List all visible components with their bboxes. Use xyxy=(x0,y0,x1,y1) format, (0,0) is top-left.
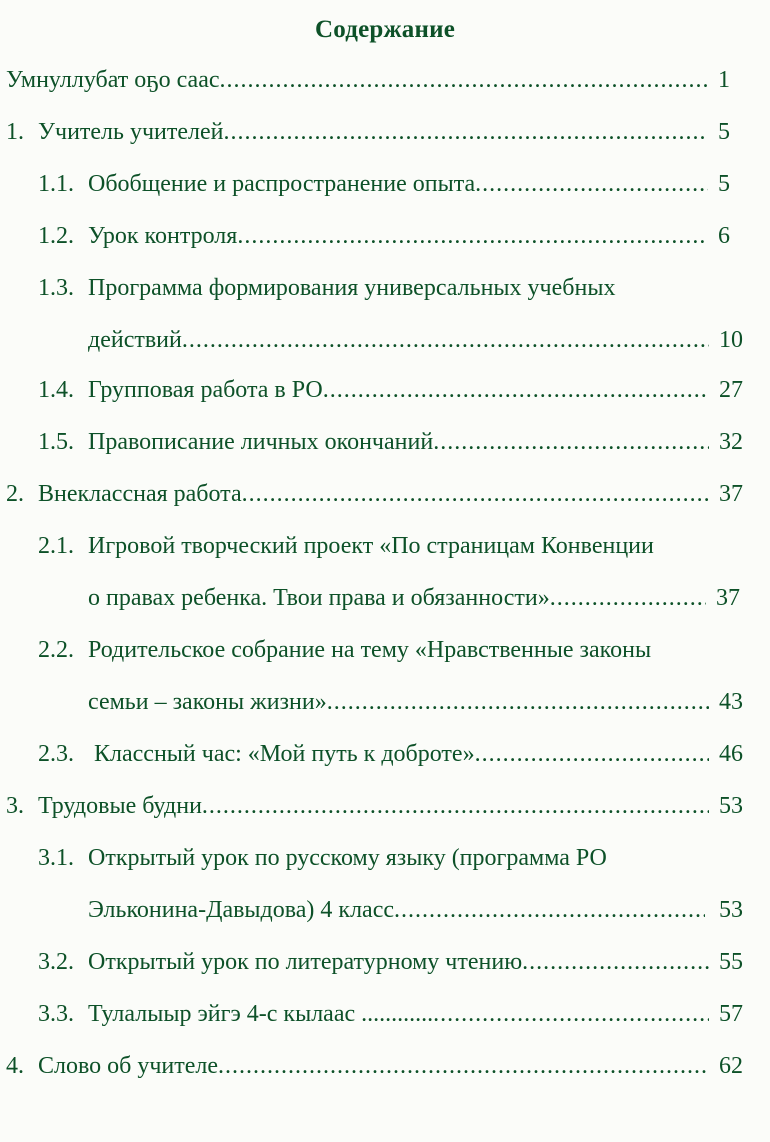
toc-entry-text: Игровой творческий проект «По страницам Конвенции xyxy=(88,533,654,559)
toc-leader-dots xyxy=(218,1050,709,1082)
toc-entry-number: 2.1. xyxy=(38,533,74,559)
toc-entry-3-1 xyxy=(38,842,738,874)
toc-entry-text: Групповая работа в РО xyxy=(88,377,323,403)
toc-page-number: 53 xyxy=(719,793,743,819)
toc-entry-2-1 xyxy=(38,530,763,562)
toc-entry-1-4 xyxy=(38,374,743,406)
toc-entry-number: 1. xyxy=(6,119,24,145)
toc-entry-text: Урок контроля xyxy=(88,223,238,249)
toc-entry-2-1-continuation xyxy=(88,582,740,614)
toc-page-number: 62 xyxy=(719,1053,743,1079)
toc-leader-dots xyxy=(433,998,709,1030)
toc-entry-text: Умнуллубат оҕо саас xyxy=(6,67,220,93)
toc-leader-dots xyxy=(475,168,708,200)
toc-entry-text: Учитель учителей xyxy=(38,119,224,145)
toc-entry-text: семьи – законы жизни» xyxy=(88,689,327,715)
toc-page-number: 46 xyxy=(719,741,743,767)
toc-entry-text: Слово об учителе xyxy=(38,1053,219,1079)
toc-page-number: 37 xyxy=(716,585,740,611)
toc-entry-number: 1.4. xyxy=(38,377,74,403)
toc-leader-dots xyxy=(394,894,705,926)
toc-entry-text: Программа формирования универсальных учебных xyxy=(88,275,616,301)
toc-entry-1 xyxy=(6,116,730,148)
toc-entry-number: 2. xyxy=(6,481,24,507)
toc-entry-text: о правах ребенка. Твои права и обязанности» xyxy=(88,585,550,611)
toc-entry-1-3-continuation xyxy=(88,324,743,356)
toc-entry-number: 3.3. xyxy=(38,1001,74,1027)
toc-leader-dots xyxy=(224,116,709,148)
toc-leader-dots xyxy=(475,738,709,770)
toc-page-number: 55 xyxy=(719,949,743,975)
toc-page-number: 37 xyxy=(719,481,743,507)
toc-page-number: 5 xyxy=(718,119,730,145)
toc-entry-3-3 xyxy=(38,998,743,1030)
toc-entry-3 xyxy=(6,790,743,822)
toc-entry-text: Правописание личных окончаний xyxy=(88,429,434,455)
toc-page-number: 6 xyxy=(718,223,730,249)
toc-entry-number: 3. xyxy=(6,793,24,819)
toc-entry-1-2 xyxy=(38,220,730,252)
toc-page-number: 53 xyxy=(719,897,743,923)
toc-entry-preface xyxy=(6,64,730,96)
toc-leader-dots xyxy=(323,374,709,406)
toc-leader-dots xyxy=(327,686,709,718)
toc-entry-text: Родительское собрание на тему «Нравственные законы xyxy=(88,637,652,663)
toc-entry-text: Эльконина-Давыдова) 4 класс xyxy=(88,897,395,923)
toc-entry-text: Внеклассная работа xyxy=(38,481,242,507)
toc-leader-dots xyxy=(220,64,709,96)
toc-page-number: 43 xyxy=(719,689,743,715)
toc-leader-dots xyxy=(433,426,709,458)
toc-entry-text: действий xyxy=(88,327,182,353)
toc-entry-2-3 xyxy=(38,738,743,770)
toc-entry-3-1-continuation xyxy=(88,894,743,926)
toc-entry-1-5 xyxy=(38,426,743,458)
toc-entry-number: 1.5. xyxy=(38,429,74,455)
toc-page-number: 5 xyxy=(718,171,730,197)
toc-entry-number: 2.3. xyxy=(38,741,74,767)
toc-entry-text: Открытый урок по русскому языку (программа РО xyxy=(88,845,607,871)
page-title: Содержание xyxy=(314,16,455,43)
toc-entry-1-1 xyxy=(38,168,730,200)
toc-entry-number: 1.1. xyxy=(38,171,74,197)
toc-entry-text: Открытый урок по литературному чтению xyxy=(88,949,523,975)
toc-entry-number: 1.3. xyxy=(38,275,74,301)
toc-leader-dots xyxy=(522,946,709,978)
toc-entry-number: 4. xyxy=(6,1053,24,1079)
toc-leader-dots xyxy=(550,582,706,614)
toc-leader-dots xyxy=(182,324,709,356)
toc-entry-number: 1.2. xyxy=(38,223,74,249)
toc-leader-dots xyxy=(237,220,708,252)
toc-entry-number: 3.1. xyxy=(38,845,74,871)
toc-entry-3-2 xyxy=(38,946,743,978)
toc-page-number: 1 xyxy=(718,67,730,93)
toc-entry-1-3 xyxy=(38,272,738,304)
toc-page-number: 32 xyxy=(719,429,743,455)
toc-page-number: 57 xyxy=(719,1001,743,1027)
toc-entry-text: Обобщение и распространение опыта xyxy=(88,171,476,197)
toc-leader-dots xyxy=(202,790,709,822)
toc-leader-dots xyxy=(242,478,709,510)
toc-entry-2-2-continuation xyxy=(88,686,743,718)
toc-entry-2-2 xyxy=(38,634,763,666)
toc-entry-number: 3.2. xyxy=(38,949,74,975)
toc-entry-text: Классный час: «Мой путь к доброте» xyxy=(94,741,475,767)
toc-entry-text: Трудовые будни xyxy=(38,793,202,819)
toc-entry-text: Тулалыыр эйгэ 4-с кылаас ............ xyxy=(88,1001,434,1027)
toc-page-number: 10 xyxy=(719,327,743,353)
toc-entry-number: 2.2. xyxy=(38,637,74,663)
toc-entry-4 xyxy=(6,1050,743,1082)
toc-entry-2 xyxy=(6,478,743,510)
toc-page-number: 27 xyxy=(719,377,743,403)
